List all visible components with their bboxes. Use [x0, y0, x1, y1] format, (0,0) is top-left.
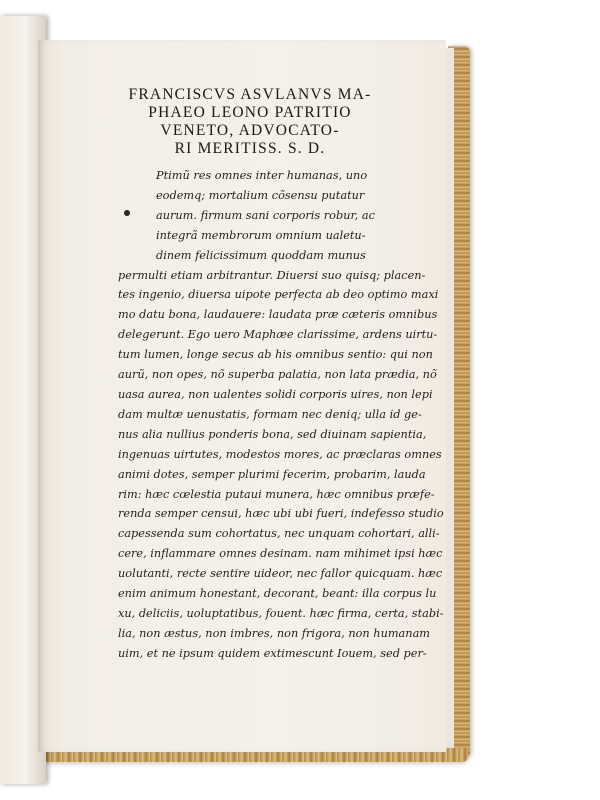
text-line: rim: hæc cœlestia putaui munera, hæc omnibus præfe-: [118, 487, 435, 501]
text-line: tes ingenio, diuersa uipote perfecta ab deo optimo maxi: [118, 288, 439, 302]
text-line: lia, non æstus, non imbres, non frigora, non humanam: [118, 626, 431, 640]
text-line: enim animum honestant, decorant, beant: illa corpus lu: [118, 587, 437, 601]
text-line: integrã membrorum omnium ualetu-: [156, 228, 366, 242]
text-line: nus alia nullius ponderis bona, sed diuinam sapientia,: [118, 427, 427, 441]
text-line: aurũ, non opes, nõ superba palatia, non lata prædia, nõ: [118, 368, 437, 382]
text-line: aurum. firmum sani corporis robur, ac: [156, 208, 375, 222]
text-line: xu, deliciis, uoluptatibus, fouent. hæc firma, certa, stabi-: [118, 606, 444, 620]
text-line: dinem felicissimum quoddam munus: [156, 248, 366, 262]
dedication-heading: [90, 86, 410, 158]
body-text: [118, 166, 444, 664]
heading-line: RI MERITISS. S. D.: [174, 140, 326, 157]
text-line: tum lumen, longe secus ab his omnibus sentio: qui non: [118, 348, 433, 362]
heading-line: FRANCISCVS ASVLANVS MA-: [128, 86, 372, 103]
text-line: uolutanti, recte sentire uideor, nec fallor quicquam. hæc: [118, 567, 443, 581]
text-line: uasa aurea, non ualentes solidi corporis uires, non lepi: [118, 387, 433, 401]
text-line: renda semper censui, hæc ubi ubi fueri, indefesso studio: [118, 507, 444, 521]
text-line: Ptimũ res omnes inter humanas, uno: [156, 169, 368, 182]
text-line: dam multæ uenustatis, formam nec deniq; ulla id ge-: [118, 407, 422, 421]
text-line: cere, inflammare omnes desinam. nam mihimet ipsi hæc: [118, 547, 443, 561]
book-page: [38, 40, 446, 752]
text-line: capessenda sum cohortatus, nec unquam cohortari, alli-: [118, 527, 440, 541]
text-line: ingenuas uirtutes, modestos mores, ac præclaras omnes: [118, 447, 442, 461]
heading-line: VENETO, ADVOCATO-: [160, 122, 340, 139]
text-line: animi dotes, semper plurimi fecerim, probarim, lauda: [118, 467, 426, 481]
text-line: delegerunt. Ego uero Maphæe clarissime, ardens uirtu-: [118, 328, 438, 342]
heading-line: PHAEO LEONO PATRITIO: [148, 104, 352, 121]
text-line: permulti etiam arbitrantur. Diuersi suo quisq; placen-: [118, 268, 426, 282]
text-line: uim, et ne ipsum quidem extimescunt Iouem, sed per-: [118, 646, 427, 660]
text-line: mo datu bona, laudauere: laudata præ cæteris omnibus: [118, 308, 438, 322]
text-line: eodemq; mortalium cõsensu putatur: [156, 188, 365, 202]
